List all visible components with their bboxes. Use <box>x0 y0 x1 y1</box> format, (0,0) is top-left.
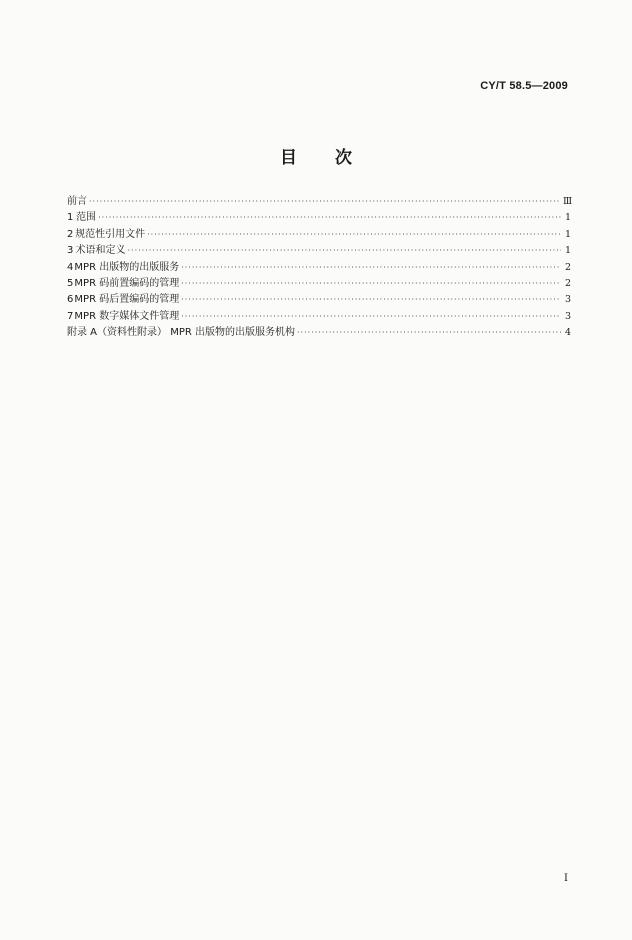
table-of-contents <box>67 194 571 342</box>
toc-leader-dots <box>181 260 561 276</box>
toc-entry-3[interactable] <box>67 243 571 259</box>
toc-leader-dots <box>127 243 561 259</box>
toc-entry-foreword[interactable] <box>67 194 571 210</box>
toc-entry-number: 5 <box>67 277 74 289</box>
toc-heading-char-1: 目 <box>280 148 297 168</box>
toc-entry-5[interactable] <box>67 276 571 292</box>
toc-entry-2[interactable] <box>67 227 571 243</box>
toc-heading-char-2: 次 <box>335 148 352 168</box>
toc-heading <box>0 143 632 168</box>
toc-leader-dots <box>147 227 561 243</box>
toc-entry-label: MPR 码前置编码的管理 <box>74 277 180 289</box>
page-number: I <box>564 873 568 884</box>
toc-entry-number: 1 <box>67 212 74 224</box>
toc-entry-label: MPR 码后置编码的管理 <box>74 294 180 306</box>
document-code: CY/T 58.5—2009 <box>480 80 568 92</box>
toc-entry-page: 4 <box>564 327 571 339</box>
toc-entry-number: 4 <box>67 261 74 273</box>
toc-entry-7[interactable] <box>67 309 571 325</box>
toc-entry-label: 规范性引用文件 <box>75 228 146 240</box>
toc-entry-page: 3 <box>564 294 571 306</box>
toc-entry-label: MPR 出版物的出版服务 <box>74 261 180 273</box>
toc-entry-label: 范围 <box>76 212 97 224</box>
toc-entry-label: 附录 A（资料性附录） MPR 出版物的出版服务机构 <box>67 327 295 339</box>
toc-entry-6[interactable] <box>67 292 571 308</box>
toc-leader-dots <box>181 276 561 292</box>
toc-entry-number: 6 <box>67 294 74 306</box>
toc-leader-dots <box>297 325 561 341</box>
toc-entry-number: 2 <box>67 228 74 240</box>
toc-entry-label: MPR 数字媒体文件管理 <box>74 310 180 322</box>
toc-entry-label: 术语和定义 <box>75 245 126 257</box>
toc-entry-page: 1 <box>564 228 571 240</box>
toc-entry-page: 1 <box>564 245 571 257</box>
toc-entry-1[interactable] <box>67 210 571 226</box>
toc-entry-4[interactable] <box>67 260 571 276</box>
toc-leader-dots <box>181 309 561 325</box>
toc-entry-annex-a[interactable] <box>67 325 571 341</box>
toc-entry-page: 2 <box>564 261 571 273</box>
toc-leader-dots <box>98 210 561 226</box>
toc-entry-number: 7 <box>67 310 74 322</box>
toc-entry-label: 前言 <box>67 196 87 207</box>
toc-entry-page: Ⅲ <box>563 196 573 207</box>
toc-entry-number: 3 <box>67 245 74 257</box>
toc-entry-page: 1 <box>564 212 571 224</box>
toc-entry-page: 2 <box>564 277 571 289</box>
toc-leader-dots <box>181 292 561 308</box>
toc-leader-dots <box>89 194 561 210</box>
toc-entry-page: 3 <box>564 310 571 322</box>
